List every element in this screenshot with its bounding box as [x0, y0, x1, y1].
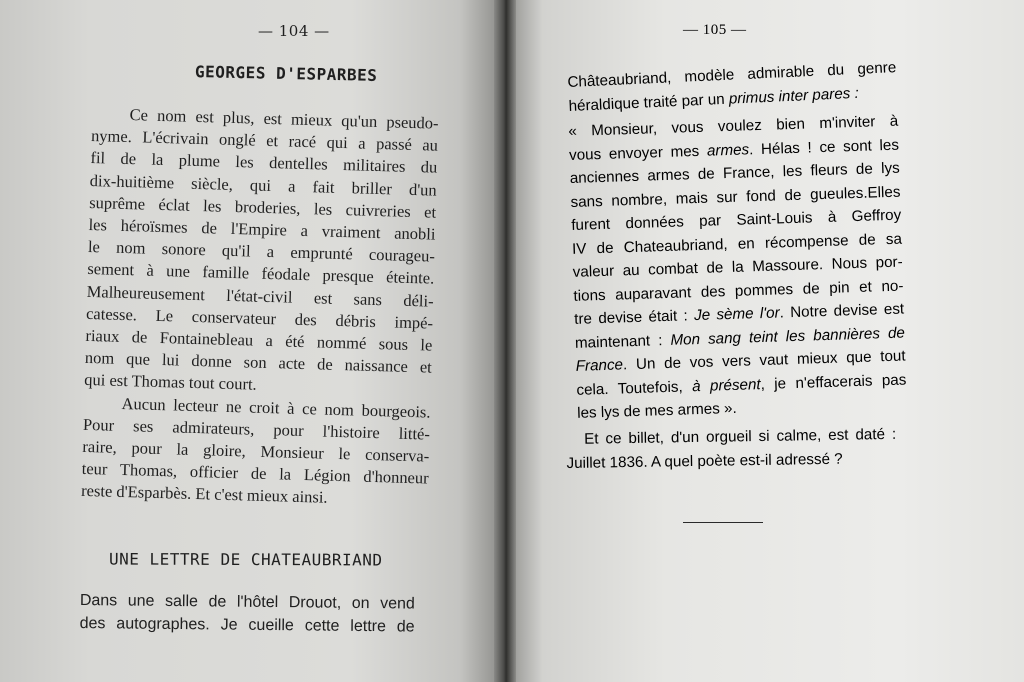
text-line: furent données par Saint-Louis à Geffroy [571, 206, 902, 234]
text-run: héraldique traité par un [568, 90, 730, 115]
text-run: maintenant : [574, 331, 671, 352]
text-line: Ce nom est plus, est mieux qu'un pseudo- [129, 105, 439, 133]
text-line: IV de Chateaubriand, en récompense de sa [571, 230, 903, 258]
chateaubriand-letter [568, 110, 907, 426]
left-page [0, 0, 500, 682]
section-end-rule [683, 522, 763, 523]
text-run-italic: Je sème l'or [693, 304, 780, 325]
text-line: catesse. Le conservateur des débris impé- [85, 303, 434, 333]
text-line: « Monsieur, vous voulez bien m'inviter à [568, 112, 899, 140]
text-run: vous envoyer mes [568, 142, 708, 164]
text-line: sans nombre, mais sur fond de gueules.Elles [570, 183, 901, 211]
text-line: Malheureusement l'état-civil est sans déli- [86, 281, 434, 311]
text-line: Châteaubriand, modèle admirable du genre [567, 59, 897, 91]
text-line: Dans une salle de l'hôtel Drouot, on vend [79, 591, 415, 613]
text-line: dix-huitième siècle, qui a fait briller d'un [89, 170, 437, 200]
text-line: Aucun lecteur ne croit à ce nom bourgeois. [121, 393, 431, 422]
text-line: Et ce billet, d'un orgueil si calme, est daté : [584, 425, 897, 448]
text-line: raire, pour la gloire, Monsieur le conserva- [82, 436, 430, 466]
text-run: , je n'effacerais pas [760, 371, 907, 393]
text-run-italic: Mon sang teint les bannières de [670, 324, 906, 349]
left-page-number: — 104 — [258, 22, 330, 40]
text-line: anciennes armes de France, les fleurs de lys [569, 159, 900, 187]
chapter-title-esparbes: GEORGES D'ESPARBES [194, 62, 378, 85]
text-run-italic: France [575, 356, 624, 375]
text-line: valeur au combat de la Massoure. Nous por- [572, 253, 903, 281]
text-run: . Un de vos vers vaut mieux que tout [622, 347, 906, 374]
text-line: les héroïsmes de l'Empire a vraiment anobli [88, 214, 436, 244]
text-run-italic: primus inter pares : [728, 84, 860, 108]
text-line: nom que lui donne son acte de naissance et [84, 348, 433, 377]
text-run: . Hélas ! ce sont les [748, 136, 900, 158]
text-line: le nom sonore qu'il a emprunté courageu- [87, 237, 436, 266]
text-line: les lys de mes armes ». [576, 399, 737, 422]
closing-paragraph [566, 423, 897, 475]
text-line: qui est Thomas tout court. [84, 370, 257, 395]
text-line: Pour ses admirateurs, pour l'histoire litté- [82, 414, 431, 444]
right-page-number: — 105 — [683, 22, 747, 38]
chateaubriand-intro [80, 589, 415, 639]
text-run-italic: armes [706, 140, 750, 160]
text-line: fil de la plume les dentelles militaires du [90, 148, 438, 178]
text-line: suprême éclat les broderies, les cuivreries et [88, 192, 437, 222]
text-run: tre devise était : [573, 307, 695, 328]
text-line: reste d'Esparbès. Et c'est mieux ainsi. [80, 481, 328, 508]
text-run: cela. Toutefois, [576, 377, 693, 399]
book-gutter [494, 0, 516, 682]
text-run-italic: à présent [691, 375, 761, 395]
text-line: teur Thomas, officier de la Légion d'honneur [81, 459, 429, 488]
text-run: . Notre devise est [779, 300, 905, 322]
text-line: nyme. L'écrivain onglé et racé qui a passé au [90, 126, 439, 155]
text-line: sement à une famille féodale presque éteinte. [87, 259, 435, 289]
section-title-chateaubriand: UNE LETTRE DE CHATEAUBRIAND [108, 549, 383, 570]
text-line: tions auparavant des pommes de pin et no- [573, 277, 904, 305]
esparbes-body [81, 103, 439, 512]
text-line: Juillet 1836. A quel poète est-il adressé ? [566, 450, 843, 472]
text-line: des autographes. Je cueille cette lettre de [79, 614, 415, 636]
text-line: riaux de Fontainebleau a été nommé sous le [85, 325, 433, 355]
